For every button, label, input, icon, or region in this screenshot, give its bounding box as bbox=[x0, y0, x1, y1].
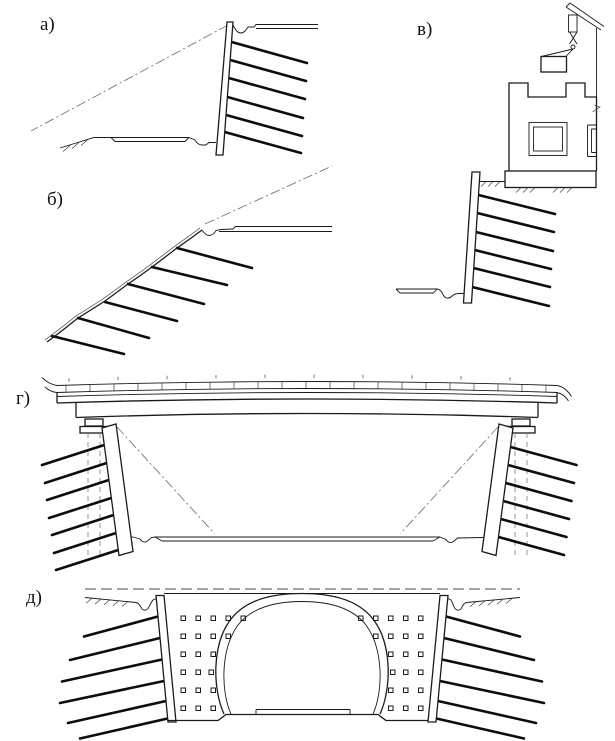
railing-top-line bbox=[57, 382, 557, 386]
left-ground-anchors bbox=[60, 617, 168, 739]
right-ground-line bbox=[448, 598, 520, 611]
panel-v-anchored-wall-near-building bbox=[396, 3, 604, 306]
rock-bolt-heads bbox=[181, 616, 423, 711]
partial-window-opening bbox=[588, 125, 597, 157]
under-bridge-road bbox=[131, 537, 484, 543]
slope-face-parallel-line bbox=[45, 228, 200, 340]
panel-g-label: г) bbox=[16, 388, 31, 409]
right-ground-anchors bbox=[436, 617, 544, 739]
left-ground-line bbox=[85, 598, 157, 611]
retaining-wall bbox=[464, 172, 481, 303]
left-bearing-block bbox=[85, 419, 103, 426]
tunnel-roadway bbox=[256, 710, 350, 715]
panel-a-label: а) bbox=[40, 14, 55, 35]
railing-approach-tails bbox=[42, 378, 572, 402]
panel-v-label: в) bbox=[417, 19, 433, 40]
slip-plane-line bbox=[31, 25, 228, 131]
panel-d-anchored-tunnel-portal bbox=[26, 587, 544, 739]
right-ground-anchors bbox=[499, 447, 577, 555]
deck-slab-top bbox=[57, 393, 557, 397]
slope-face bbox=[47, 230, 202, 342]
building-under-construction bbox=[477, 83, 600, 193]
hoist-block bbox=[569, 15, 578, 32]
ground-anchors bbox=[472, 195, 555, 306]
crane-boom bbox=[566, 3, 604, 30]
lower-road-surface bbox=[396, 289, 464, 298]
hoist-swivel bbox=[570, 32, 578, 44]
tunnel-lining-inner bbox=[224, 602, 380, 715]
main-girder bbox=[76, 403, 538, 418]
upper-road-surface bbox=[233, 25, 318, 34]
panel-d-label: д) bbox=[26, 587, 42, 608]
ground-anchors bbox=[225, 42, 307, 153]
foundation-slab bbox=[505, 171, 596, 188]
deck-surface-line bbox=[57, 389, 557, 393]
panel-b-anchored-slope bbox=[45, 166, 332, 354]
window-opening-inner bbox=[534, 127, 563, 151]
suspended-load bbox=[541, 57, 567, 73]
right-bearing-block bbox=[512, 419, 530, 426]
railing-post-caps bbox=[69, 375, 510, 382]
lower-ground-line bbox=[60, 138, 216, 149]
tunnel-lining-outer bbox=[216, 594, 388, 715]
tunnel-invert bbox=[168, 715, 428, 721]
crane-hook bbox=[571, 45, 575, 49]
panel-g-anchored-bridge-abutments bbox=[16, 375, 577, 571]
right-slip-plane-line bbox=[401, 427, 499, 534]
slip-plane-line bbox=[205, 166, 332, 224]
bridge-deck bbox=[42, 375, 572, 418]
panel-b-label: б) bbox=[47, 189, 63, 210]
panel-a-anchored-retaining-wall bbox=[31, 14, 318, 155]
left-slip-plane-line bbox=[117, 427, 215, 534]
retaining-wall bbox=[216, 22, 233, 155]
right-abutment-wall bbox=[482, 424, 513, 556]
upper-road-surface bbox=[219, 227, 332, 232]
crest-ditch bbox=[202, 230, 221, 236]
lifting-slings bbox=[542, 49, 574, 57]
lower-road-pavement bbox=[111, 138, 189, 142]
